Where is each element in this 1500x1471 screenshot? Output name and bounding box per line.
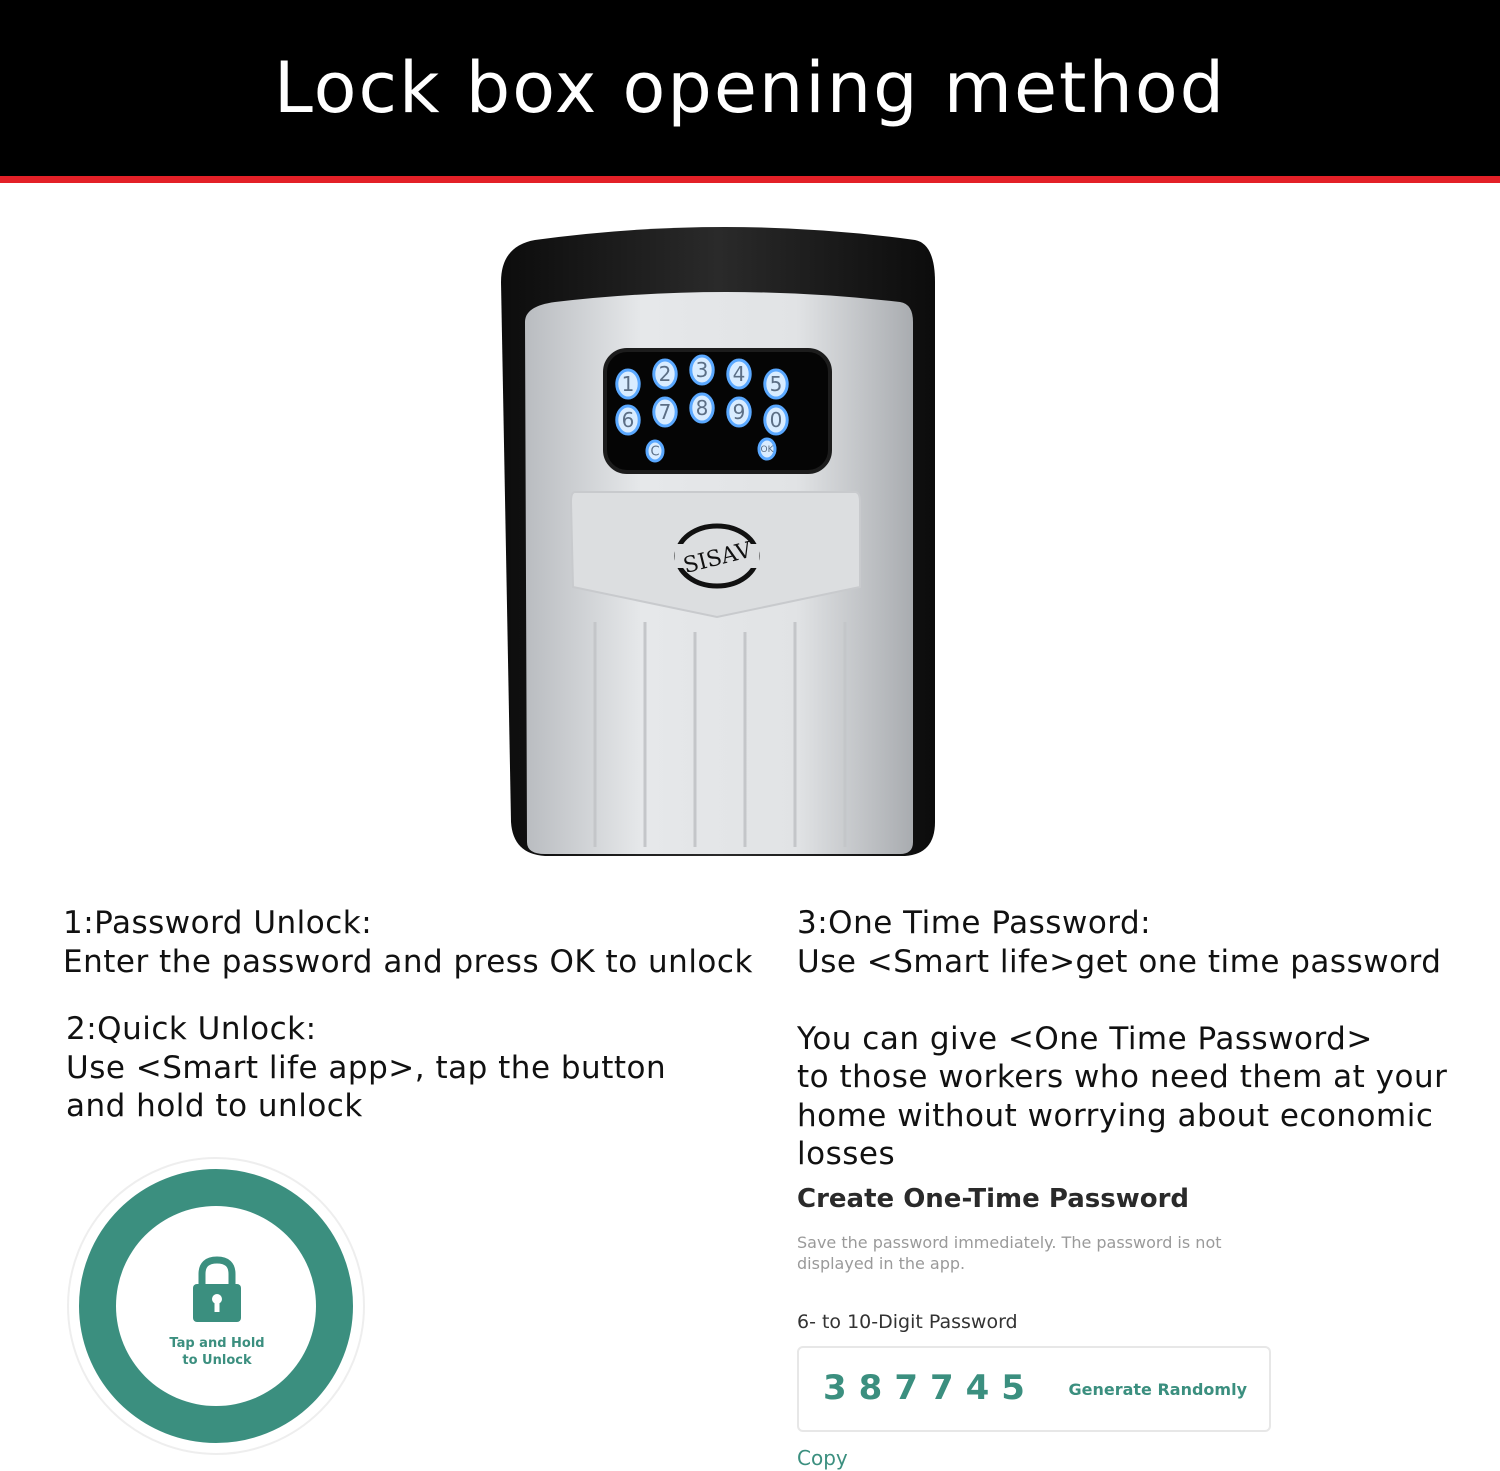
keypad-key-ok xyxy=(759,439,775,459)
method1-heading: 1:Password Unlock: xyxy=(63,905,373,941)
keypad-key-9 xyxy=(728,398,750,426)
method3-desc-line1: You can give <One Time Password> xyxy=(797,1021,1373,1057)
generate-randomly-button[interactable]: Generate Randomly xyxy=(1068,1380,1247,1399)
keypad-key-5 xyxy=(765,370,787,398)
method1-body: Enter the password and press OK to unlock xyxy=(63,944,753,980)
svg-text:OK: OK xyxy=(760,445,774,456)
unlock-label-line1: Tap and Hold xyxy=(169,1336,265,1351)
page-title: Lock box opening method xyxy=(273,47,1227,129)
keypad xyxy=(605,350,830,472)
svg-text:5: 5 xyxy=(769,372,783,397)
method3-body: Use <Smart life>get one time password xyxy=(797,944,1442,980)
method3-desc-line2: to those workers who need them at your xyxy=(797,1059,1448,1095)
keypad-window xyxy=(605,350,830,472)
otp-password-field[interactable] xyxy=(797,1346,1271,1432)
keypad-key-7 xyxy=(654,398,676,426)
method3-desc-line3: home without worrying about economic xyxy=(797,1098,1434,1134)
method2-line1: Use <Smart life app>, tap the button xyxy=(66,1050,667,1086)
copy-button[interactable]: Copy xyxy=(797,1446,848,1470)
keypad-key-0 xyxy=(765,406,787,434)
keypad-key-2 xyxy=(654,360,676,388)
unlock-label-line2: to Unlock xyxy=(182,1353,252,1368)
keypad-key-clear xyxy=(647,441,663,461)
method2-heading: 2:Quick Unlock: xyxy=(66,1011,317,1047)
otp-note: Save the password immediately. The password is not displayed in the app. xyxy=(797,1233,1222,1273)
svg-text:3: 3 xyxy=(695,358,709,383)
tap-hold-unlock-button[interactable] xyxy=(66,1156,366,1456)
keypad-key-3 xyxy=(691,356,713,384)
svg-text:6: 6 xyxy=(621,408,635,433)
keypad-key-4 xyxy=(728,360,750,388)
otp-title: Create One-Time Password xyxy=(797,1184,1190,1214)
keypad-key-1 xyxy=(617,370,639,398)
brand-text: SISAV xyxy=(680,537,755,579)
svg-text:9: 9 xyxy=(732,400,746,425)
svg-text:4: 4 xyxy=(732,362,746,387)
method2-line2: and hold to unlock xyxy=(66,1088,363,1124)
svg-text:0: 0 xyxy=(769,408,783,433)
keypad-key-8 xyxy=(691,394,713,422)
svg-text:1: 1 xyxy=(621,372,635,397)
method3-heading: 3:One Time Password: xyxy=(797,905,1152,941)
otp-value: 387745 xyxy=(823,1368,1037,1408)
svg-text:7: 7 xyxy=(658,400,672,425)
header-accent-line xyxy=(0,176,1500,183)
otp-label: 6- to 10-Digit Password xyxy=(797,1311,1018,1333)
lock-box-image xyxy=(495,222,955,862)
svg-text:8: 8 xyxy=(695,396,709,421)
svg-text:2: 2 xyxy=(658,362,672,387)
keypad-key-6 xyxy=(617,406,639,434)
method3-desc-line4: losses xyxy=(797,1136,896,1172)
svg-text:C: C xyxy=(650,444,660,460)
